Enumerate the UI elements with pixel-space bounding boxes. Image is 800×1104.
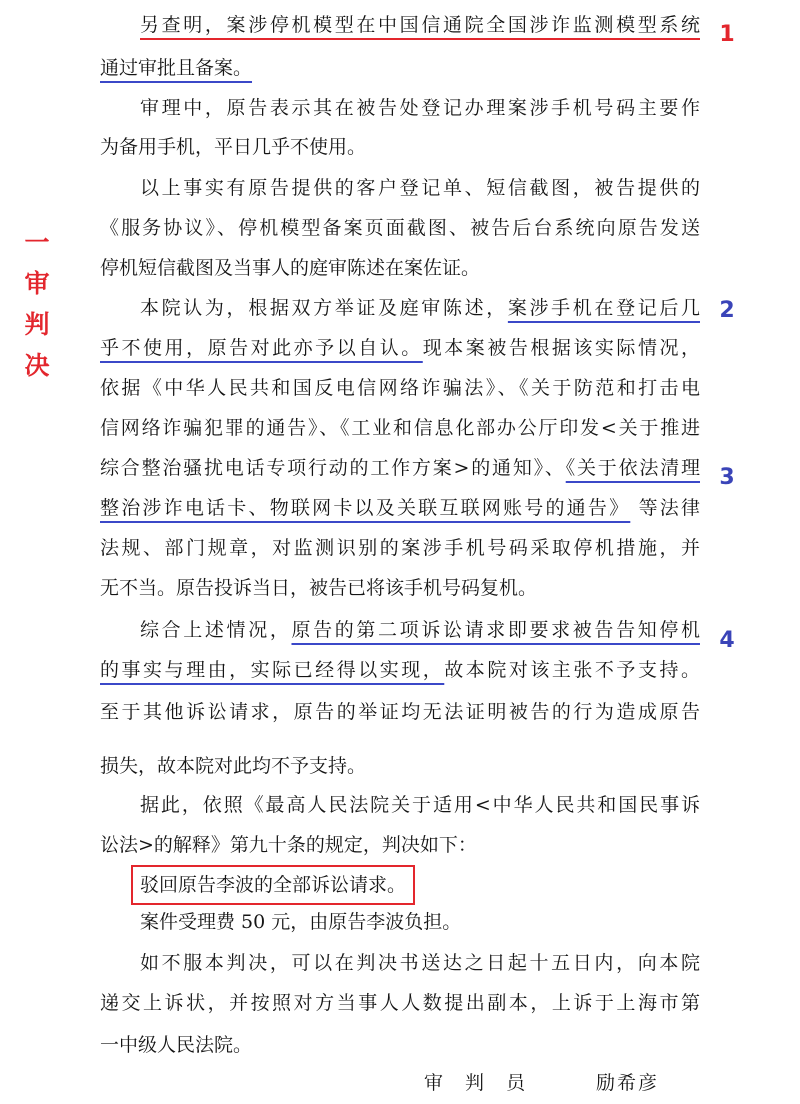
red-underline-annotation: 另查明，案涉停机模型在中国信通院全国涉诈监测模型系统 — [140, 14, 700, 36]
judge-name: 励希彦 — [596, 1072, 660, 1094]
text-segment: 审理中，原告表示其在被告处登记办理案涉手机号码主要作 — [140, 97, 700, 119]
text-line — [100, 488, 700, 528]
text-line — [100, 528, 700, 568]
text-line — [100, 746, 700, 786]
annotation-marker-3: 3 — [719, 465, 735, 490]
text-line — [100, 127, 700, 167]
blue-underline-annotation: 案涉手机在登记后几 — [507, 297, 700, 319]
annotation-marker-2: 2 — [719, 298, 735, 323]
text-line — [100, 288, 700, 328]
blue-underline-annotation: 整治涉诈电话卡、物联网卡以及关联互联网账号的通告》 — [100, 497, 631, 519]
red-box-highlight-verdict: 驳回原告李波的全部诉讼请求。 — [131, 865, 415, 905]
signature-line — [0, 1063, 800, 1103]
text-segment: 综合上述情况， — [140, 619, 292, 641]
text-line — [100, 368, 700, 408]
text-segment: 至于其他诉讼请求，原告的举证均无法证明被告的行为造成原告 — [100, 701, 700, 723]
blue-underline-annotation: 原告的第二项诉讼请求即要求被告告知停机 — [291, 619, 700, 641]
blue-underline-annotation: 通过审批且备案。 — [100, 57, 253, 79]
blue-underline-annotation: 《关于依法清理 — [565, 457, 700, 479]
text-line — [100, 610, 700, 650]
text-line — [100, 168, 700, 208]
text-segment: 本院认为，根据双方举证及庭审陈述， — [140, 297, 508, 319]
text-line — [100, 408, 700, 448]
text-line — [100, 865, 700, 905]
blue-underline-annotation: 的事实与理由，实际已经得以实现， — [100, 659, 445, 681]
text-line — [100, 692, 700, 732]
text-line — [100, 568, 700, 608]
blue-underline-annotation: 乎不使用，原告对此亦予以自认。 — [100, 337, 423, 359]
text-segment: 案件受理费 50 元，由原告李波负担。 — [140, 911, 462, 933]
text-segment: 损失，故本院对此均不予支持。 — [100, 755, 367, 777]
text-line — [100, 650, 700, 690]
annotation-marker-1: 1 — [719, 22, 735, 47]
annotation-marker-4: 4 — [719, 628, 735, 653]
text-segment: 《服务协议》、停机模型备案页面截图、被告后台系统向原告发送 — [100, 217, 700, 239]
text-line — [100, 785, 700, 825]
text-line — [100, 1025, 700, 1065]
text-line — [100, 5, 700, 45]
text-segment: 等法律 — [630, 497, 700, 519]
text-segment: 停机短信截图及当事人的庭审陈述在案佐证。 — [100, 257, 481, 279]
text-segment: 一中级人民法院。 — [100, 1034, 253, 1056]
text-line — [100, 825, 700, 865]
text-line — [100, 208, 700, 248]
text-segment: 为备用手机，平日几乎不使用。 — [100, 136, 367, 158]
text-segment: 综合整治骚扰电话专项行动的工作方案>的通知》、 — [100, 457, 566, 479]
text-segment: 信网络诈骗犯罪的通告》、《工业和信息化部办公厅印发<关于推进 — [100, 417, 700, 439]
text-segment: 无不当。原告投诉当日，被告已将该手机号码复机。 — [100, 577, 538, 599]
text-segment: 据此，依照《最高人民法院关于适用<中华人民共和国民事诉 — [140, 794, 700, 816]
text-segment: 现本案被告根据该实际情况， — [422, 337, 700, 359]
text-line — [100, 943, 700, 983]
text-line — [100, 48, 700, 88]
text-line — [100, 902, 700, 942]
text-line — [100, 248, 700, 288]
text-line — [100, 448, 700, 488]
text-line — [100, 88, 700, 128]
text-segment: 如不服本判决，可以在判决书送达之日起十五日内，向本院 — [140, 952, 700, 974]
text-segment: 以上事实有原告提供的客户登记单、短信截图，被告提供的 — [140, 177, 700, 199]
text-segment: 依据《中华人民共和国反电信网络诈骗法》、《关于防范和打击电 — [100, 377, 700, 399]
text-line — [100, 328, 700, 368]
text-line — [100, 983, 700, 1023]
text-segment: 讼法>的解释》第九十条的规定，判决如下： — [100, 834, 477, 856]
judge-role-label: 审 判 员 — [424, 1072, 534, 1094]
text-segment: 故本院对该主张不予支持。 — [444, 659, 700, 681]
text-segment: 递交上诉状，并按照对方当事人人数提出副本，上诉于上海市第 — [100, 992, 700, 1014]
side-label-first-instance-judgment: 一审判决 — [24, 228, 50, 380]
text-segment: 法规、部门规章，对监测识别的案涉手机号码采取停机措施，并 — [100, 537, 700, 559]
